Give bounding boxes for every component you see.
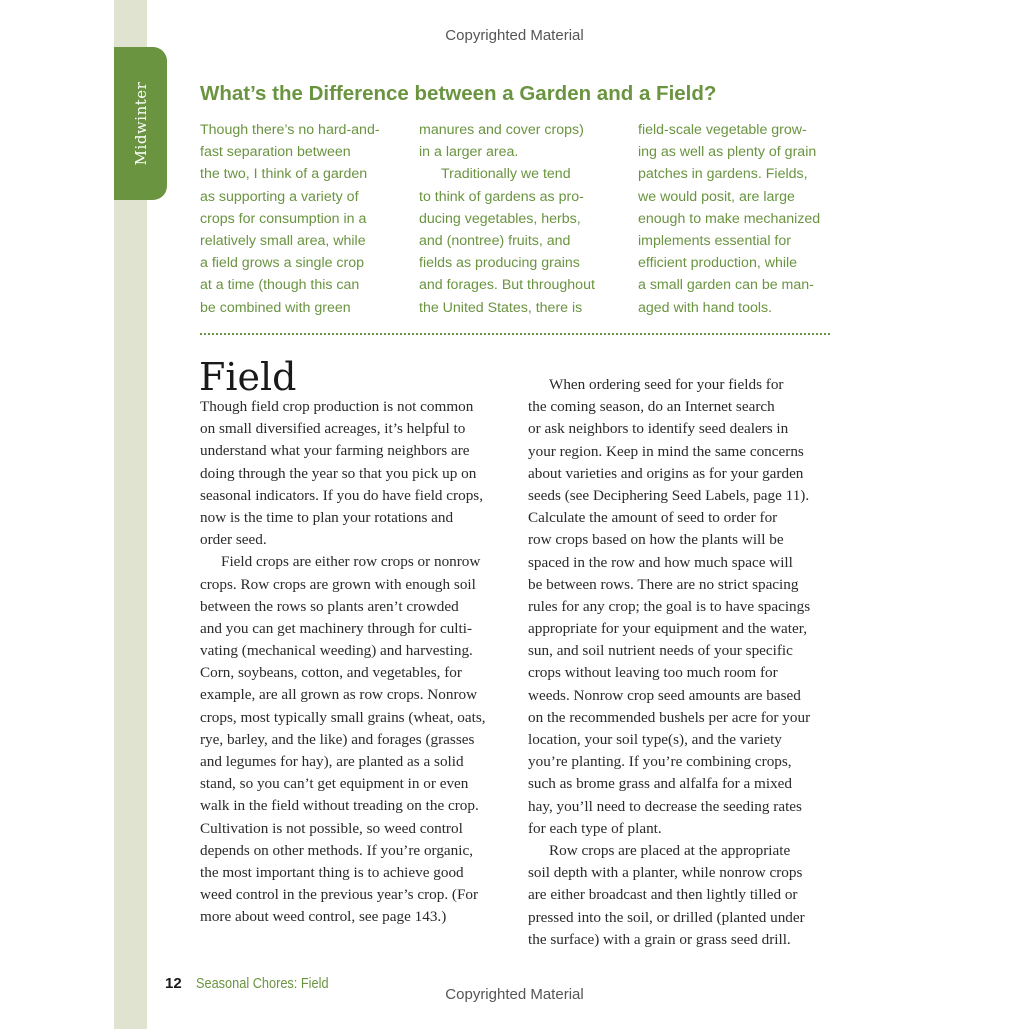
sidebar-line: Traditionally we tend [441, 166, 571, 183]
body-line: order seed. [200, 531, 267, 549]
sidebar-line: be combined with green [200, 299, 351, 316]
sidebar-line: manures and cover crops) [419, 122, 584, 138]
sidebar-title: What’s the Difference between a Garden and a Field? [200, 82, 717, 105]
body-line: When ordering seed for your fields for [549, 376, 784, 393]
body-line: crops. Row crops are grown with enough soil [200, 575, 476, 593]
body-line: Row crops are placed at the appropriate [549, 841, 791, 859]
sidebar-line: efficient production, while [638, 255, 798, 272]
sidebar-line: we would posit, are large [638, 188, 795, 205]
body-line: rules for any crop; the goal is to have spacings [528, 597, 811, 615]
sidebar-line: to think of gardens as pro- [419, 188, 584, 205]
body-line: are either broadcast and then lightly tilled or [528, 886, 798, 904]
body-line: appropriate for your equipment and the water, [528, 620, 807, 638]
body-line: seasonal indicators. If you do have field crops, [200, 486, 483, 504]
watermark-bottom: Copyrighted Material [445, 986, 584, 1003]
sidebar-line: as supporting a variety of [200, 188, 359, 205]
body-line: such as brome grass and alfalfa for a mixed [528, 775, 792, 793]
sidebar-line: at a time (though this can [200, 277, 360, 294]
running-head: Seasonal Chores: Field [195, 975, 329, 992]
body-line: between the rows so plants aren’t crowded [200, 597, 459, 615]
sidebar-line: the two, I think of a garden [200, 166, 368, 183]
body-line: more about weed control, see page 143.) [200, 908, 447, 926]
body-line: and you can get machinery through for culti- [200, 619, 473, 637]
page-number: 12 [165, 975, 182, 992]
body-line: hay, you’ll need to decrease the seeding rates [528, 797, 802, 815]
sidebar-line: field-scale vegetable grow- [638, 122, 807, 138]
body-line: the coming season, do an Internet search [528, 398, 775, 416]
sidebar-column-2 [419, 119, 629, 319]
sidebar-line: ducing vegetables, herbs, [419, 210, 581, 227]
sidebar-column-3 [638, 119, 848, 319]
sidebar-line: implements essential for [638, 232, 791, 249]
body-line: location, your soil type(s), and the variety [528, 731, 782, 748]
sidebar-line: fields as producing grains [419, 255, 580, 272]
body-line: doing through the year so that you pick up on [200, 464, 477, 482]
body-line: for each type of plant. [528, 819, 662, 837]
body-line: and legumes for hay), are planted as a solid [200, 753, 464, 770]
body-line: understand what your farming neighbors are [200, 442, 470, 460]
sidebar-line: crops for consumption in a [200, 210, 367, 227]
body-line: Calculate the amount of seed to order for [528, 509, 778, 527]
body-column-left [200, 396, 510, 929]
body-line: spaced in the row and how much space will [528, 553, 793, 571]
season-tab [114, 47, 167, 200]
season-tab-label: Midwinter [131, 81, 150, 166]
sidebar-line: Though there’s no hard-and- [200, 122, 380, 138]
sidebar-line: a small garden can be man- [638, 277, 814, 294]
body-line: stand, so you can’t get equipment in or even [200, 775, 469, 793]
section-heading: Field [199, 355, 297, 399]
body-line: crops without leaving too much room for [528, 664, 778, 682]
body-line: walk in the field without treading on the crop. [200, 797, 479, 815]
body-line: about varieties and origins as for your garden [528, 464, 804, 482]
sidebar-line: a field grows a single crop [200, 255, 365, 272]
body-line: now is the time to plan your rotations and [200, 508, 454, 526]
body-line: example, are all grown as row crops. Nonrow [200, 686, 478, 704]
body-line: pressed into the soil, or drilled (planted under [528, 908, 805, 926]
body-line: on the recommended bushels per acre for your [528, 708, 811, 726]
body-line: the most important thing is to achieve good [200, 863, 464, 881]
sidebar-line: aged with hand tools. [638, 299, 773, 316]
sidebar-line: and (nontree) fruits, and [419, 232, 571, 249]
body-line: row crops based on how the plants will be [528, 531, 784, 549]
body-line: the surface) with a grain or grass seed drill. [528, 930, 791, 948]
watermark-top: Copyrighted Material [445, 27, 584, 44]
body-line: crops, most typically small grains (wheat, oats, [200, 708, 486, 726]
body-line: you’re planting. If you’re combining crops, [528, 753, 792, 771]
sidebar-line: fast separation between [200, 144, 351, 161]
body-line: soil depth with a planter, while nonrow crops [528, 864, 803, 882]
body-column-right [528, 374, 838, 951]
sidebar-line: relatively small area, while [200, 232, 366, 249]
body-line: Though field crop production is not common [200, 398, 474, 415]
sidebar-column-1 [200, 119, 410, 319]
body-line: rye, barley, and the like) and forages (grasses [200, 730, 475, 748]
body-line: Field crops are either row crops or nonrow [221, 553, 481, 571]
body-line: vating (mechanical weeding) and harvesting. [200, 642, 473, 660]
sidebar-line: ing as well as plenty of grain [638, 144, 817, 161]
body-line: depends on other methods. If you’re organic, [200, 841, 474, 859]
sidebar-line: and forages. But throughout [419, 277, 595, 294]
body-line: Corn, soybeans, cotton, and vegetables, for [200, 664, 462, 682]
sidebar-line: patches in gardens. Fields, [638, 166, 808, 183]
sidebar-divider [200, 333, 830, 335]
body-line: Cultivation is not possible, so weed control [200, 819, 463, 837]
body-line: be between rows. There are no strict spacing [528, 575, 799, 593]
body-line: weeds. Nonrow crop seed amounts are based [528, 686, 801, 704]
sidebar-line: enough to make mechanized [638, 210, 821, 227]
body-line: seeds (see Deciphering Seed Labels, page 11). [528, 486, 810, 504]
sidebar-line: in a larger area. [419, 144, 519, 161]
body-line: your region. Keep in mind the same concerns [528, 442, 804, 460]
body-line: weed control in the previous year’s crop. (For [200, 886, 479, 904]
body-line: sun, and soil nutrient needs of your specific [528, 642, 793, 660]
body-line: on small diversified acreages, it’s helpful to [200, 420, 466, 438]
sidebar-line: the United States, there is [419, 299, 583, 316]
body-line: or ask neighbors to identify seed dealers in [528, 420, 789, 438]
